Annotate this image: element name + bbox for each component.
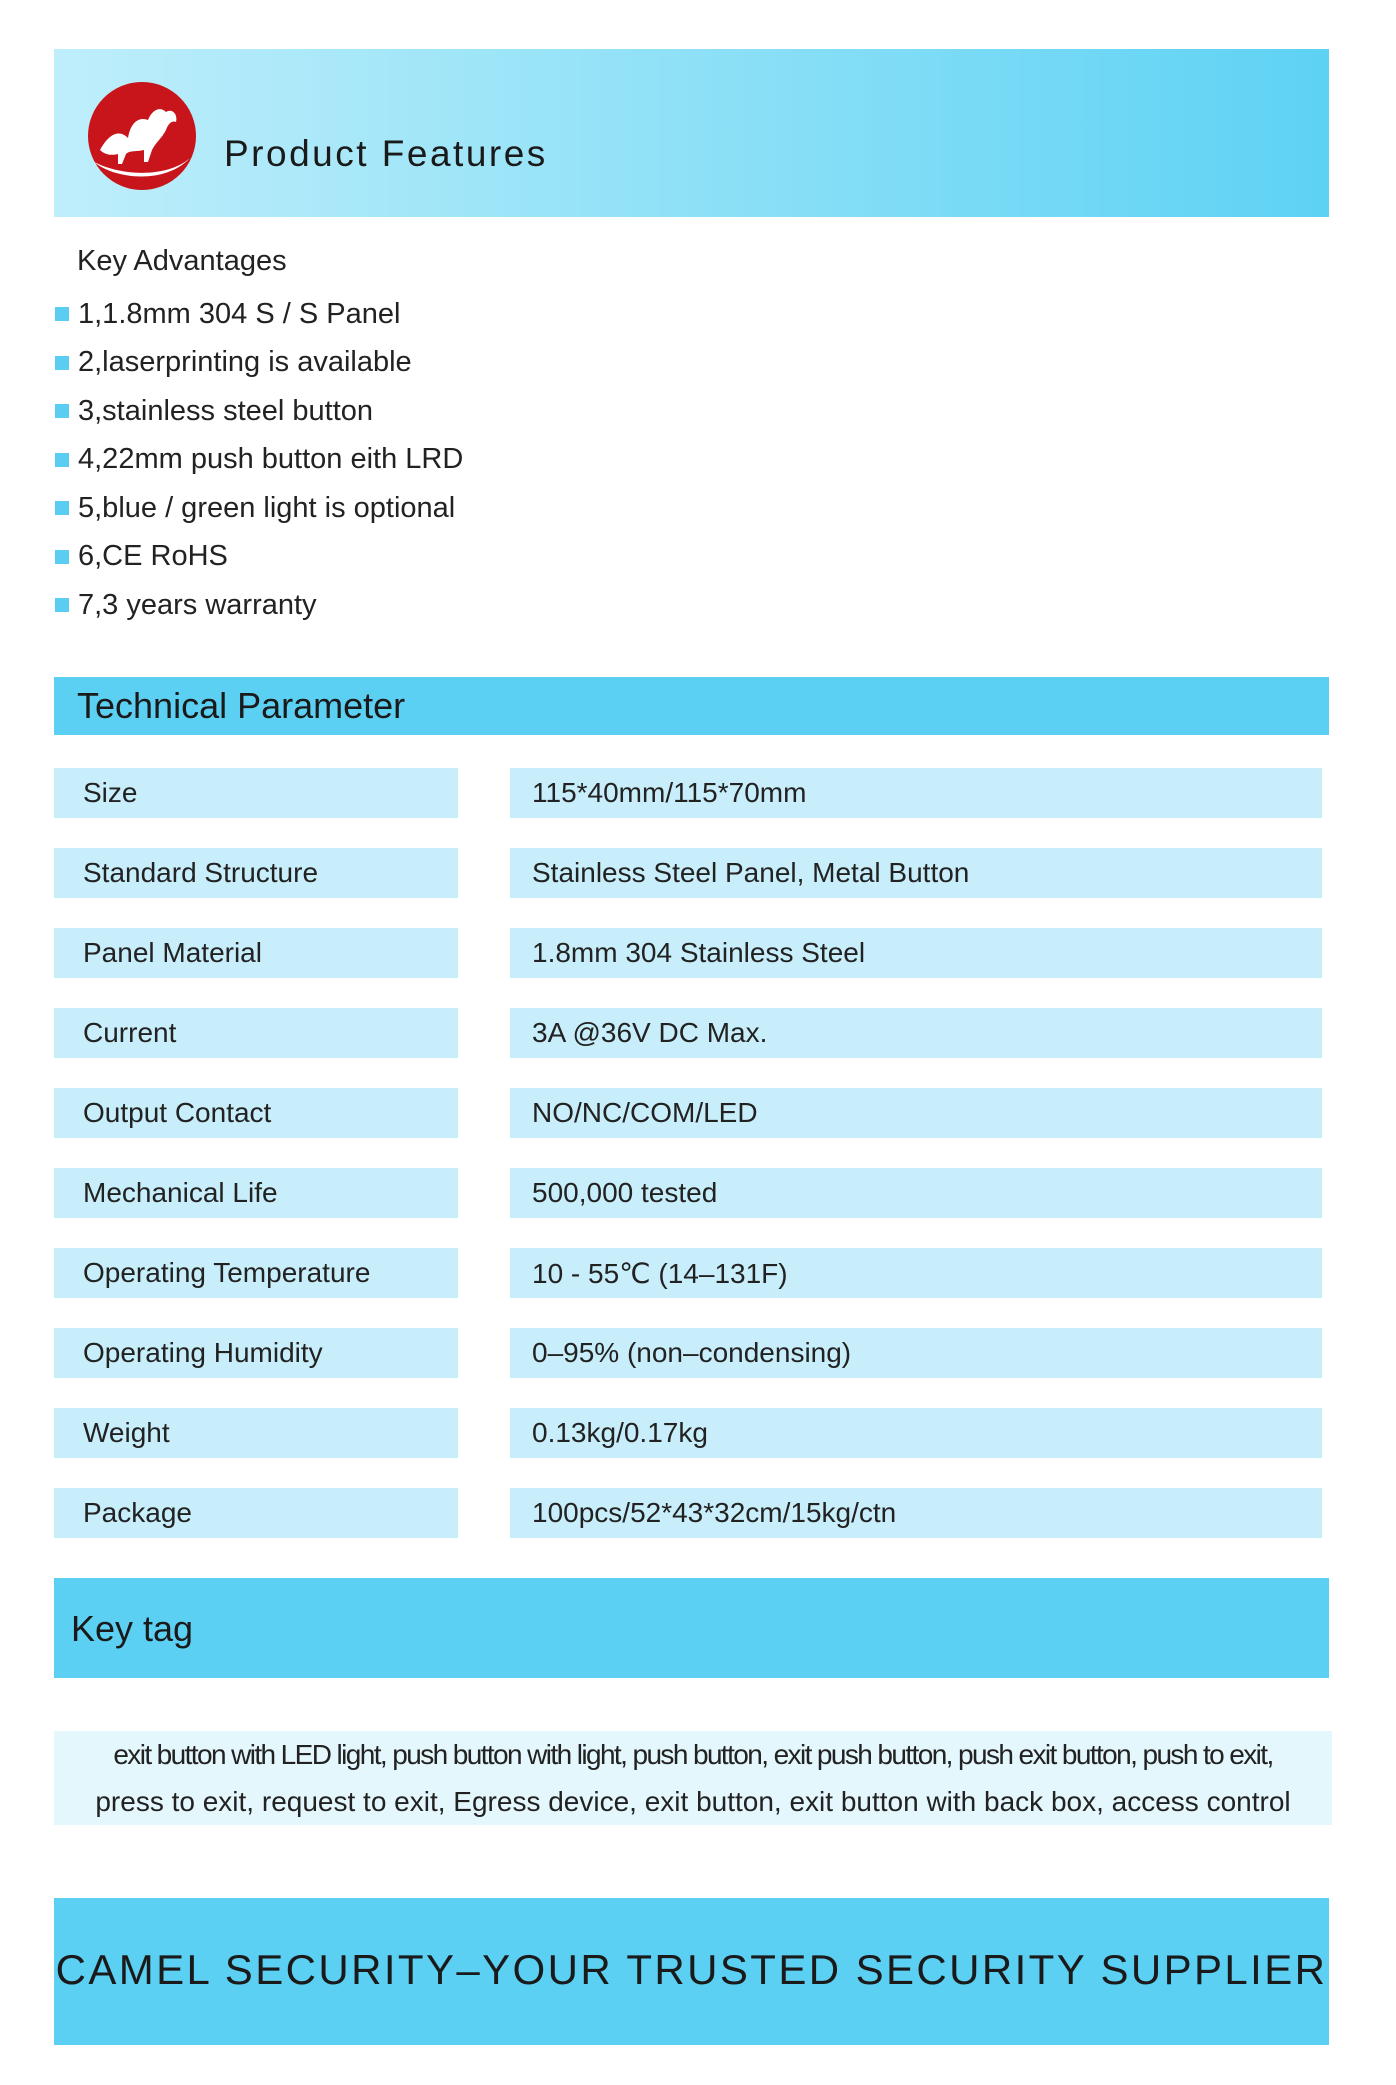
key-advantages-heading: Key Advantages — [77, 245, 287, 277]
key-tag-title: Key tag — [71, 1608, 194, 1649]
table-row — [54, 1088, 1329, 1138]
parameter-label-cell — [54, 1248, 458, 1298]
table-row — [54, 1248, 1329, 1298]
footer-band — [54, 1898, 1329, 2045]
table-row — [54, 1408, 1329, 1458]
parameter-label-cell — [54, 768, 458, 818]
parameter-value: 1.8mm 304 Stainless Steel — [532, 937, 866, 968]
list-item-text: 4,22mm push button eith LRD — [78, 443, 464, 476]
parameter-label-cell — [54, 1328, 458, 1378]
parameter-label: Operating Humidity — [83, 1337, 323, 1368]
parameter-value-cell — [510, 1408, 1322, 1458]
parameter-label-cell — [54, 1088, 458, 1138]
parameter-value: NO/NC/COM/LED — [532, 1097, 758, 1128]
parameter-label-cell — [54, 1008, 458, 1058]
table-row — [54, 1168, 1329, 1218]
parameter-value: 500,000 tested — [532, 1177, 718, 1208]
list-item-text: 7,3 years warranty — [78, 588, 317, 621]
list-item-text: 2,laserprinting is available — [78, 346, 412, 379]
parameter-value: 3A @36V DC Max. — [532, 1017, 768, 1048]
key-tag-text — [54, 1731, 1332, 1825]
parameter-value-cell — [510, 848, 1322, 898]
key-tag-line-2: press to exit, request to exit, Egress device, exit button, exit button with back box, access control — [95, 1786, 1291, 1817]
parameter-label: Size — [83, 777, 138, 808]
list-item — [55, 339, 463, 388]
table-row — [54, 1488, 1329, 1538]
list-item — [55, 533, 463, 582]
parameter-label: Panel Material — [83, 937, 262, 968]
parameter-value: Stainless Steel Panel, Metal Button — [532, 857, 970, 888]
parameter-label: Package — [83, 1497, 192, 1528]
list-item-text: 6,CE RoHS — [78, 540, 228, 573]
parameter-label: Weight — [83, 1417, 170, 1448]
page-title: Product Features — [224, 133, 548, 174]
square-bullet-icon — [55, 356, 69, 370]
parameter-value: 115*40mm/115*70mm — [532, 777, 807, 808]
parameter-label-cell — [54, 848, 458, 898]
parameter-label-cell — [54, 1408, 458, 1458]
parameter-value-cell — [510, 928, 1322, 978]
key-tag-line-1: exit button with LED light, push button with light, push button, exit push button, push exit button, push to exit, — [113, 1739, 1273, 1770]
technical-parameter-band — [54, 677, 1329, 735]
parameter-value-cell — [510, 1168, 1322, 1218]
parameter-label-cell — [54, 1488, 458, 1538]
table-row — [54, 928, 1329, 978]
advantages-list — [55, 290, 463, 630]
list-item — [55, 581, 463, 630]
list-item-text: 5,blue / green light is optional — [78, 491, 456, 524]
parameter-value-cell — [510, 1088, 1322, 1138]
parameter-value-cell — [510, 1488, 1322, 1538]
square-bullet-icon — [55, 501, 69, 515]
parameter-value: 0–95% (non–condensing) — [532, 1337, 852, 1368]
parameter-label: Output Contact — [83, 1097, 272, 1128]
camel-logo-icon — [86, 80, 198, 192]
parameter-label-cell — [54, 928, 458, 978]
table-row — [54, 848, 1329, 898]
table-row — [54, 768, 1329, 818]
parameter-label: Standard Structure — [83, 857, 319, 888]
parameter-label: Operating Temperature — [83, 1257, 371, 1288]
parameter-value-cell — [510, 1008, 1322, 1058]
parameter-label: Mechanical Life — [83, 1177, 278, 1208]
parameter-value: 0.13kg/0.17kg — [532, 1417, 708, 1448]
square-bullet-icon — [55, 307, 69, 321]
list-item — [55, 387, 463, 436]
list-item-text: 3,stainless steel button — [78, 394, 374, 427]
parameter-value-cell — [510, 768, 1322, 818]
list-item — [55, 290, 463, 339]
product-features-header — [54, 49, 1329, 217]
parameter-value-cell — [510, 1248, 1322, 1298]
square-bullet-icon — [55, 404, 69, 418]
parameter-value: 10 - 55℃ (14–131F) — [532, 1257, 788, 1289]
square-bullet-icon — [55, 453, 69, 467]
table-row — [54, 1008, 1329, 1058]
parameter-value: 100pcs/52*43*32cm/15kg/ctn — [532, 1497, 897, 1528]
parameter-label-cell — [54, 1168, 458, 1218]
parameter-label: Current — [83, 1017, 177, 1048]
table-row — [54, 1328, 1329, 1378]
list-item-text: 1,1.8mm 304 S / S Panel — [78, 297, 401, 330]
parameter-value-cell — [510, 1328, 1322, 1378]
square-bullet-icon — [55, 550, 69, 564]
technical-parameter-title: Technical Parameter — [77, 685, 406, 726]
footer-slogan: CAMEL SECURITY–YOUR TRUSTED SECURITY SUPPLIER — [55, 1946, 1328, 1993]
list-item — [55, 436, 463, 485]
list-item — [55, 484, 463, 533]
key-tag-band — [54, 1578, 1329, 1678]
square-bullet-icon — [55, 598, 69, 612]
